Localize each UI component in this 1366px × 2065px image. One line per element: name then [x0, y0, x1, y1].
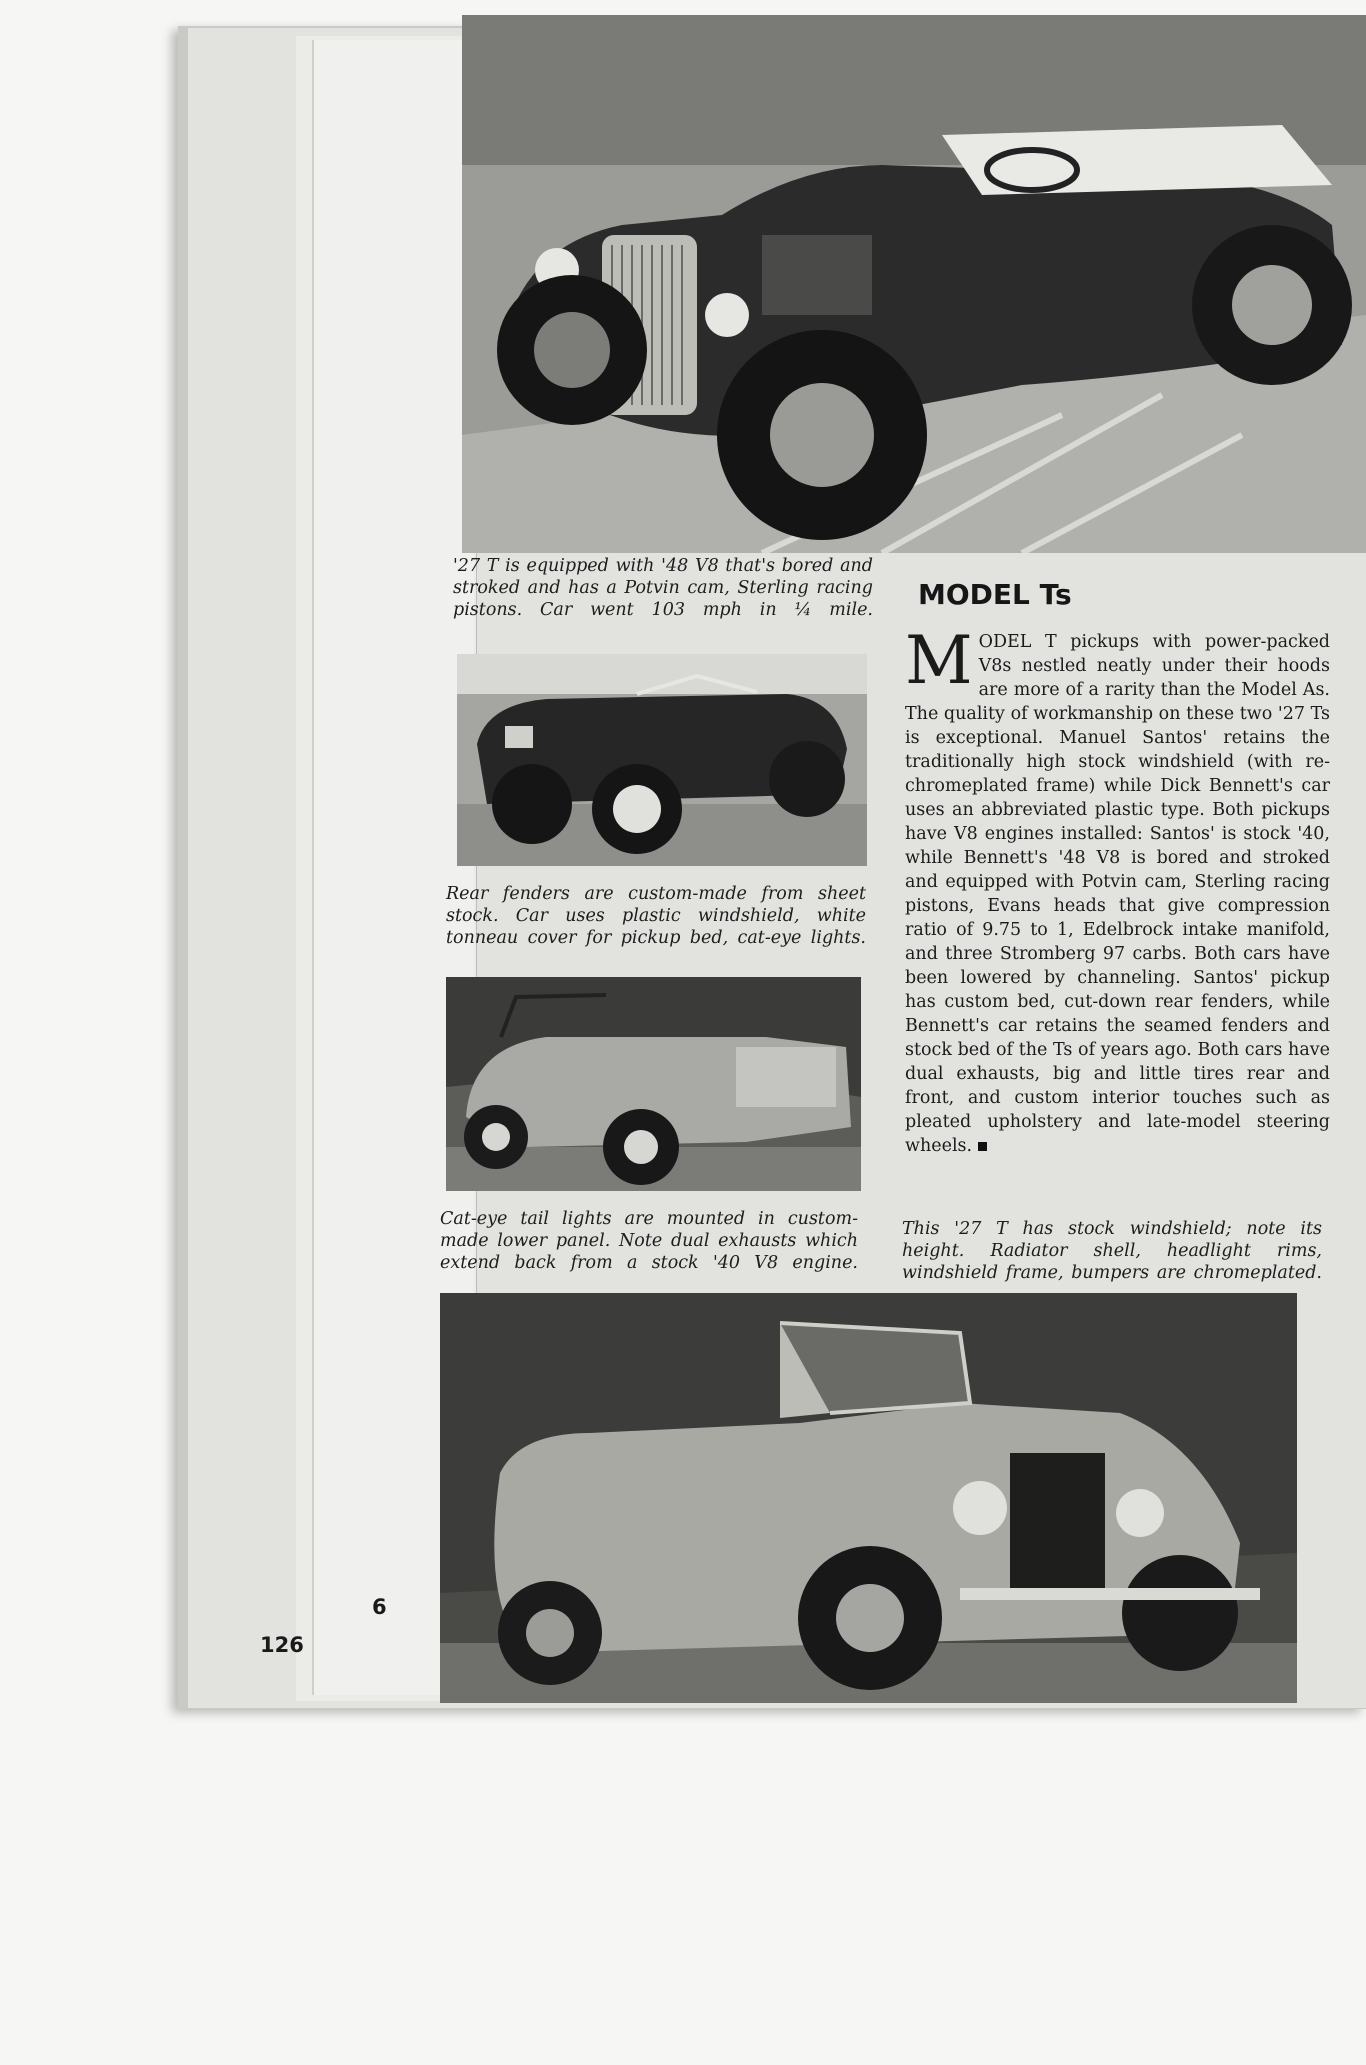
photo-hot-rod-front — [462, 15, 1366, 553]
article-body-text: ODEL T pickups with power-packed V8s nestled neatly under their hoods are more of a rarity than the Model As. The quality of workmanship on these two '27 Ts is exceptional. Manuel Santos' retains the traditionally high stock windshield (with re-chromeplated frame) while Dick Bennett's car uses an abbreviated plastic type. Both pickups have V8 engines installed: Santos' is stock '40, while Bennett's '48 V8 is bored and stroked and equipped with Potvin cam, Sterling racing pistons, Evans heads that give compression ratio of 9.75 to 1, Edelbrock intake manifold, and three Stromberg 97 carbs. Both cars have been lowered by channeling. Santos' pickup has custom bed, cut-down rear fenders, while Bennett's car retains the seamed fenders and stock bed of the Ts of years ago. Both cars have dual exhausts, big and little tires rear and front, and custom interior touches such as pleated upholstery and late-model steering wheels. — [905, 632, 1330, 1156]
caption-top-photo: '27 T is equipped with '48 V8 that's bored and stroked and has a Potvin cam, Sterling racing pistons. Car went 103 mph in ¼ mile. — [453, 556, 873, 620]
end-of-article-mark — [978, 1142, 987, 1151]
page-number: 126 — [260, 1633, 304, 1657]
caption-third-photo: Cat-eye tail lights are mounted in custom-made lower panel. Note dual exhausts which extend back from a stock '40 V8 engine. — [440, 1209, 858, 1273]
caption-second-photo: Rear fenders are custom-made from sheet stock. Car uses plastic windshield, white tonneau cover for pickup bed, cat-eye lights. — [446, 884, 866, 948]
photo-stock-windshield-pickup — [440, 1293, 1297, 1703]
photo-cat-eye-taillights — [446, 977, 861, 1191]
drop-cap: M — [905, 622, 973, 699]
article-body — [905, 622, 1330, 1158]
caption-right-column: This '27 T has stock windshield; note its height. Radiator shell, headlight rims, windshield frame, bumpers are chromeplated. — [902, 1219, 1322, 1283]
article-heading: MODEL Ts — [918, 578, 1072, 611]
photo-rear-fenders — [457, 654, 867, 866]
underlying-page-number: 6 — [372, 1595, 387, 1619]
